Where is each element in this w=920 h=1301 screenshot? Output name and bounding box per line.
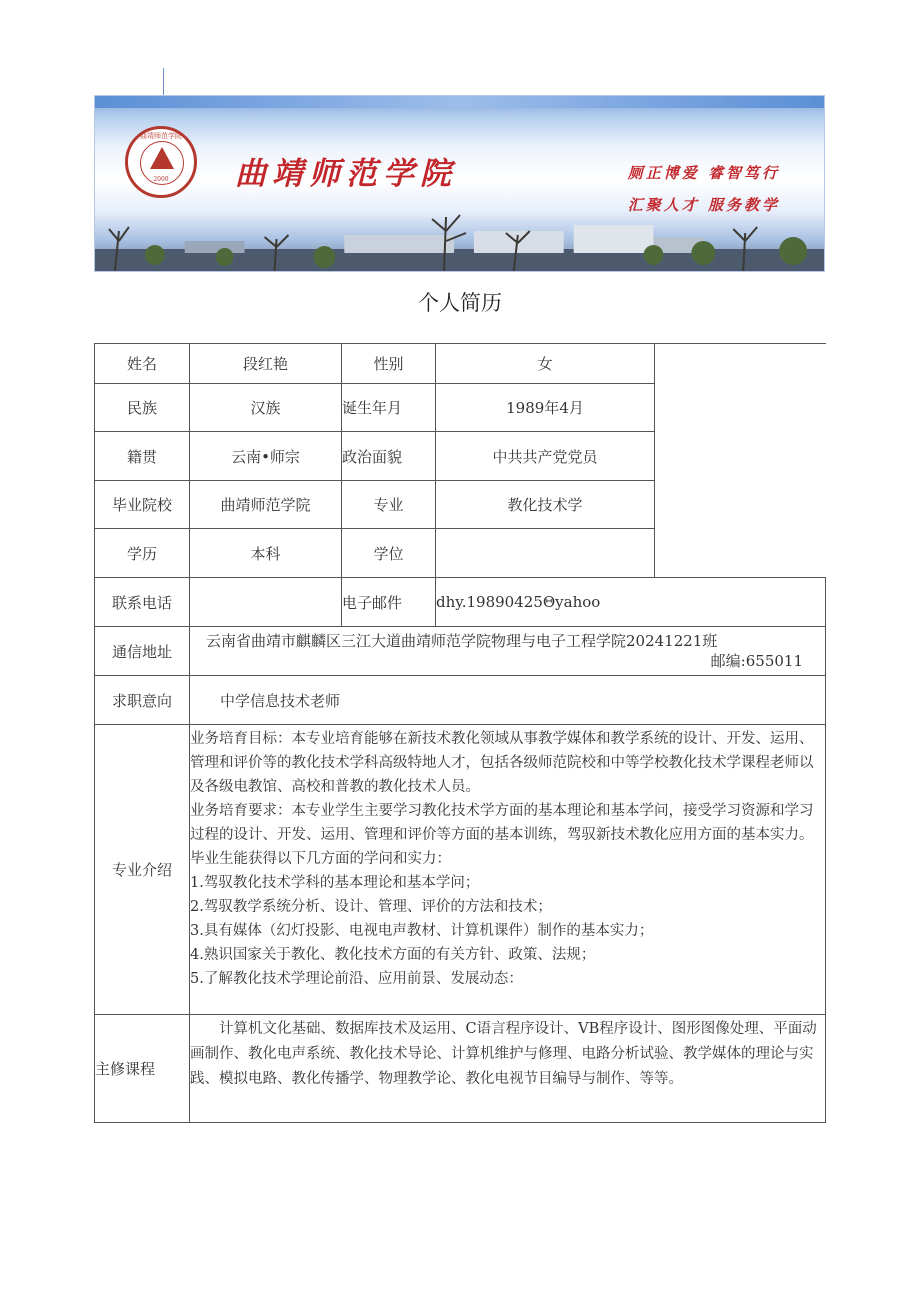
campus-skyline-image xyxy=(95,211,824,271)
phone-label: 联系电话 xyxy=(95,578,190,627)
intro-paragraph: 业务培育要求：本专业学生主要学习教化技术学方面的基本理论和基本学问，接受学习资源和学习过程的设计、开发、运用、管理和评价等方面的基本训练，驾驭新技术教化应用方面的基本实力。 xyxy=(190,803,814,843)
intro-cell xyxy=(190,725,826,1015)
intro-paragraph: 2.驾驭教学系统分析、设计、管理、评价的方法和技术； xyxy=(190,899,552,915)
intro-paragraph: 业务培育目标：本专业培育能够在新技术教化领域从事教学媒体和教学系统的设计、开发、运用、管理和评价等的教化技术学科高级特地人才，包括各级师范院校和中等学校教化技术学课程老师以及各级电教馆、高校和普教的教化技术人员。 xyxy=(190,731,814,795)
school-label: 毕业院校 xyxy=(95,481,190,529)
major-label: 专业 xyxy=(342,481,436,529)
zip-value: 邮编:655011 xyxy=(710,652,803,670)
address-value: 云南省曲靖市麒麟区三江大道曲靖师范学院物理与电子工程学院20241221班 xyxy=(206,632,718,650)
courses-value: 计算机文化基础、数据库技术及运用、C语言程序设计、VB程序设计、图形图像处理、平面动画制作、教化电声系统、教化技术导论、计算机维护与修理、电路分析试验、教学媒体的理论与实践、模拟电路、教化传播学、物理教学论、教化电视节目编导与制作、等等。 xyxy=(190,1021,817,1087)
school-seal-logo xyxy=(125,126,197,198)
politics-value: 中共共产党党员 xyxy=(436,432,655,481)
motto-line-2: 汇聚人才 服务教学 xyxy=(627,196,780,214)
intro-label: 专业介绍 xyxy=(95,725,190,1015)
page-title: 个人简历 xyxy=(418,291,502,315)
intro-paragraph: 1.驾驭教化技术学科的基本理论和基本学问； xyxy=(190,875,480,891)
email-label: 电子邮件 xyxy=(342,578,436,627)
objective-value: 中学信息技术老师 xyxy=(190,676,826,725)
origin-label: 籍贯 xyxy=(95,432,190,481)
school-name: 曲靖师范学院 xyxy=(235,156,457,192)
motto-line-1: 厕正博爱 睿智笃行 xyxy=(627,164,780,182)
seal-text: 曲靖师范学院 xyxy=(140,132,182,140)
intro-paragraph: 3.具有媒体（幻灯投影、电视电声教材、计算机课件）制作的基本实力； xyxy=(190,923,654,939)
courses-label: 主修课程 xyxy=(95,1015,190,1123)
address-cell xyxy=(190,627,826,676)
resume-table xyxy=(94,343,826,1123)
courses-cell xyxy=(190,1015,826,1123)
intro-paragraph: 毕业生能获得以下几方面的学问和实力： xyxy=(190,851,451,867)
birth-label: 诞生年月 xyxy=(342,384,436,432)
major-value: 教化技术学 xyxy=(436,481,655,529)
gender-value: 女 xyxy=(436,344,655,384)
education-label: 学历 xyxy=(95,529,190,578)
banner-top-band xyxy=(95,96,824,108)
seal-triangle-icon xyxy=(150,147,174,169)
intro-paragraph: 4.熟识国家关于教化、教化技术方面的有关方针、政策、法规； xyxy=(190,947,596,963)
name-label: 姓名 xyxy=(95,344,190,384)
phone-value xyxy=(190,578,342,627)
ethnicity-label: 民族 xyxy=(95,384,190,432)
education-value: 本科 xyxy=(190,529,342,578)
birth-value: 1989年4月 xyxy=(436,384,655,432)
degree-label: 学位 xyxy=(342,529,436,578)
gender-label: 性别 xyxy=(342,344,436,384)
seal-year: 2000 xyxy=(153,176,169,183)
degree-value xyxy=(436,529,655,578)
politics-label: 政治面貌 xyxy=(342,432,436,481)
intro-paragraph: 5.了解教化技术学理论前沿、应用前景、发展动态： xyxy=(190,971,523,987)
objective-label: 求职意向 xyxy=(95,676,190,725)
name-value: 段红艳 xyxy=(190,344,342,384)
photo-cell xyxy=(655,344,826,578)
school-banner xyxy=(94,95,825,272)
ethnicity-value: 汉族 xyxy=(190,384,342,432)
school-value: 曲靖师范学院 xyxy=(190,481,342,529)
email-value: dhy.19890425Θyahoo xyxy=(436,578,826,627)
address-label: 通信地址 xyxy=(95,627,190,676)
origin-value: 云南•师宗 xyxy=(190,432,342,481)
